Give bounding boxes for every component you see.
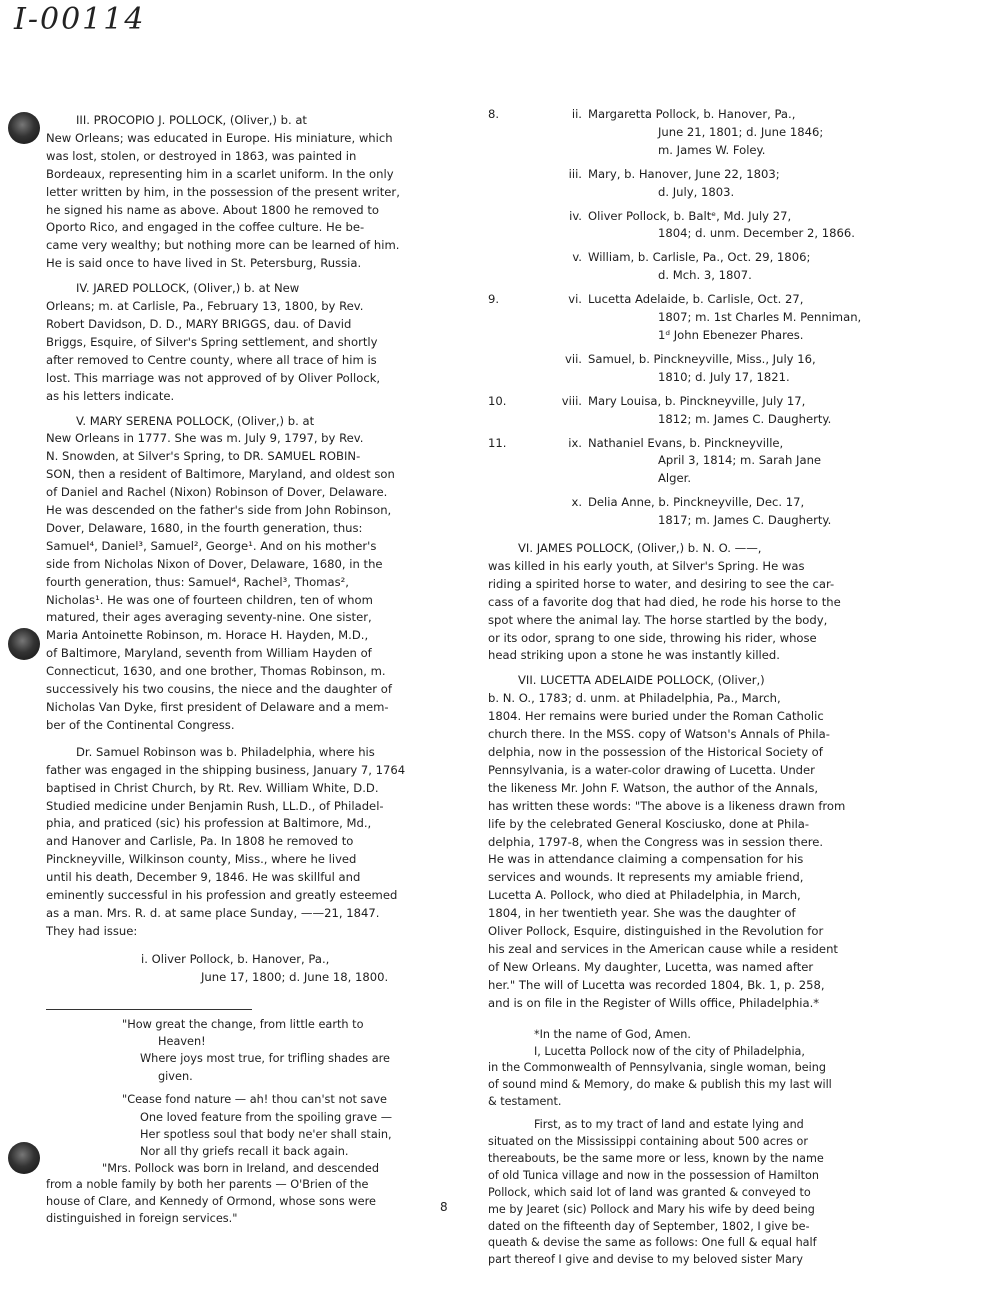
list-item: iii. Mary, b. Hanover, June 22, 1803; d. July, 1803.	[568, 166, 780, 199]
section-mary-serena: V. MARY SERENA POLLOCK, (Oliver,) b. at New Orleans in 1777. She was m. July 9, 1797, by Rev. N. Snowden, at Silver's Spring, to DR. SAMUEL ROBIN- SON, then a resident of Baltimore, Maryland, and oldest son of Daniel and Rachel (Nixon) Robinson of Dover, Delaware. He was descended on the father's side from John Robinson, Dover, Delaware, 1680, in the fourth generation, thus: Samuel⁴, Daniel³, Samuel², George¹. And on his mother's side from Nicholas Nixon of Dover, Delaware, 1680, in the fourth generation, thus: Samuel⁴, Rachel³, Thomas², Nicholas¹. He was one of fourteen children, ten of whom matured, their ages averaging seventy-nine. One sister, Maria Antoinette Robinson, m. Horace H. Hayden, M.D., of Baltimore, Maryland, seventh from William Hayden of Connecticut, 1630, and one brother, Thomas Robinson, m. successively his two cousins, the niece and the daughter of Nicholas Van Dyke, first president of Delaware and a mem- ber of the Continental Congress.	[46, 413, 395, 732]
list-item: 9. vi. Lucetta Adelaide, b. Carlisle, Oct. 27, 1807; m. 1st Charles M. Penniman, 1ᵈ John Ebenezer Phares.	[488, 292, 862, 342]
list-item: vii. Samuel, b. Pinckneyville, Miss., July 16, 1810; d. July 17, 1821.	[565, 351, 816, 384]
section-james: VI. JAMES POLLOCK, (Oliver,) b. N. O. ——, was killed in his early youth, at Silver's Spring. He was riding a spirited horse to water, and desiring to see the car- cass of a favorite dog that had died, he rode his horse to the spot where the animal lay. The horse startled by the body, or its odor, sprang to one side, throwing his rider, whose head striking upon a stone he was instantly killed.	[488, 541, 841, 663]
archive-stamp: I-00114	[14, 2, 146, 37]
footnote-divider	[46, 1009, 252, 1010]
children-list	[488, 106, 898, 530]
list-item: 8. ii. Margaretta Pollock, b. Hanover, Pa., June 21, 1801; d. June 1846; m. James W. Foley.	[488, 107, 824, 157]
punch-hole-middle	[8, 628, 40, 660]
punch-hole-bottom	[8, 1142, 40, 1174]
footnote-mrs-pollock: "Mrs. Pollock was born in Ireland, and descended from a noble family by both her parents — O'Brien of the house of Clare, and Kennedy of Ormond, whose sons were distinguished in foreign services."	[46, 1161, 380, 1225]
footnote-will: *In the name of God, Amen. I, Lucetta Pollock now of the city of Philadelphia, in the Commonwealth of Pennsylvania, single woman, being of sound mind & Memory, do make & publish this my last will & testament. First, as to my tract of land and estate lying and situated on the Mississippi containing about 500 acres or thereabouts, be the same more or less, known by the name of old Tunica village and now in the possession of Hamilton Pollock, which said lot of land was granted & conveyed to me by Jearet (sic) Pollock and Mary his wife by deed being dated on the fifteenth day of September, 1802, I give be- queath & devise the same as follows: One full & equal half part thereof I give and devise to my beloved sister Mary	[488, 1027, 832, 1267]
left-column	[46, 112, 442, 1227]
list-item: 11. ix. Nathaniel Evans, b. Pinckneyville, April 3, 1814; m. Sarah Jane Alger.	[488, 435, 822, 486]
list-item: x. Delia Anne, b. Pinckneyville, Dec. 17, 1817; m. James C. Daugherty.	[571, 495, 832, 528]
section-jared: IV. JARED POLLOCK, (Oliver,) b. at New Orleans; m. at Carlisle, Pa., February 13, 1800, by Rev. Robert Davidson, D. D., MARY BRIGGS, dau. of David Briggs, Esquire, of Silver's Spring settlement, and shortly after removed to Centre county, where all trace of him is lost. This marriage was not approved of by Oliver Pollock, as his letters indicate.	[46, 281, 381, 403]
section-lucetta: VII. LUCETTA ADELAIDE POLLOCK, (Oliver,) b. N. O., 1783; d. unm. at Philadelphia, Pa., March, 1804. Her remains were buried under the Roman Catholic church there. In the MSS. copy of Watson's Annals of Phila- delphia, now in the possession of the Historical Society of Pennsylvania, is a water-color drawing of Lucetta. Under the likeness Mr. John F. Watson, the author of the Annals, has written these words: "The above is a likeness drawn from life by the celebrated General Kosciusko, done at Phila- delphia, 1797-8, when the Congress was in session there. He was in attendance claiming a compensation for his services and wounds. It represents my amiable friend, Lucetta A. Pollock, who died at Philadelphia, in March, 1804, in her twentieth year. She was the daughter of Oliver Pollock, Esquire, distinguished in the Revolution for his zeal and services in the American cause while a resident of New Orleans. My daughter, Lucetta, was named after her." The will of Lucetta was recorded 1804, Bk. 1, p. 258, and is on file in the Register of Wills office, Philadelphia.*	[488, 673, 846, 1010]
punch-hole-top	[8, 112, 40, 144]
section-samuel-robinson: Dr. Samuel Robinson was b. Philadelphia, where his father was engaged in the shipping business, January 7, 1764 baptised in Christ Church, by Rt. Rev. William White, D.D. Studied medicine under Benjamin Rush, LL.D., of Philadel- phia, and praticed (sic) his profession at Baltimore, Md., and Hanover and Carlisle, Pa. In 1808 he removed to Pinckneyville, Wilkinson county, Miss., where he lived until his death, December 9, 1846. He was skillful and eminently successful in his profession and greatly esteemed as a man. Mrs. R. d. at same place Sunday, ——21, 1847. They had issue:	[46, 744, 406, 938]
issue-i: i. Oliver Pollock, b. Hanover, Pa., June 17, 1800; d. June 18, 1800.	[141, 951, 389, 984]
list-item: 10. viii. Mary Louisa, b. Pinckneyville, July 17, 1812; m. James C. Daugherty.	[488, 393, 832, 426]
section-procopio: III. PROCOPIO J. POLLOCK, (Oliver,) b. at New Orleans; was educated in Europe. His miniature, which was lost, stolen, or destroyed in 1863, was painted in Bordeaux, representing him in a scarlet uniform. In the only letter written by him, in the possession of the present writer, he signed his name as above. About 1800 he removed to Oporto Rico, and engaged in the coffee culture. He be- came very wealthy; but nothing more can be learned of him. He is said once to have lived in St. Petersburg, Russia.	[46, 113, 400, 271]
epitaph-poem: "How great the change, from little earth to Heaven! Where joys most true, for trifling shades are given. "Cease fond nature — ah! thou can'st not save One loved feature from the spoiling grave — Her spotless soul that body ne'er shall stain, Nor all thy griefs recall it back again.	[122, 1017, 392, 1159]
right-column	[488, 106, 898, 1269]
list-item: v. William, b. Carlisle, Pa., Oct. 29, 1806; d. Mch. 3, 1807.	[572, 250, 811, 283]
list-item: iv. Oliver Pollock, b. Baltᵉ, Md. July 27, 1804; d. unm. December 2, 1866.	[569, 208, 855, 241]
page-number: 8	[440, 1200, 448, 1214]
